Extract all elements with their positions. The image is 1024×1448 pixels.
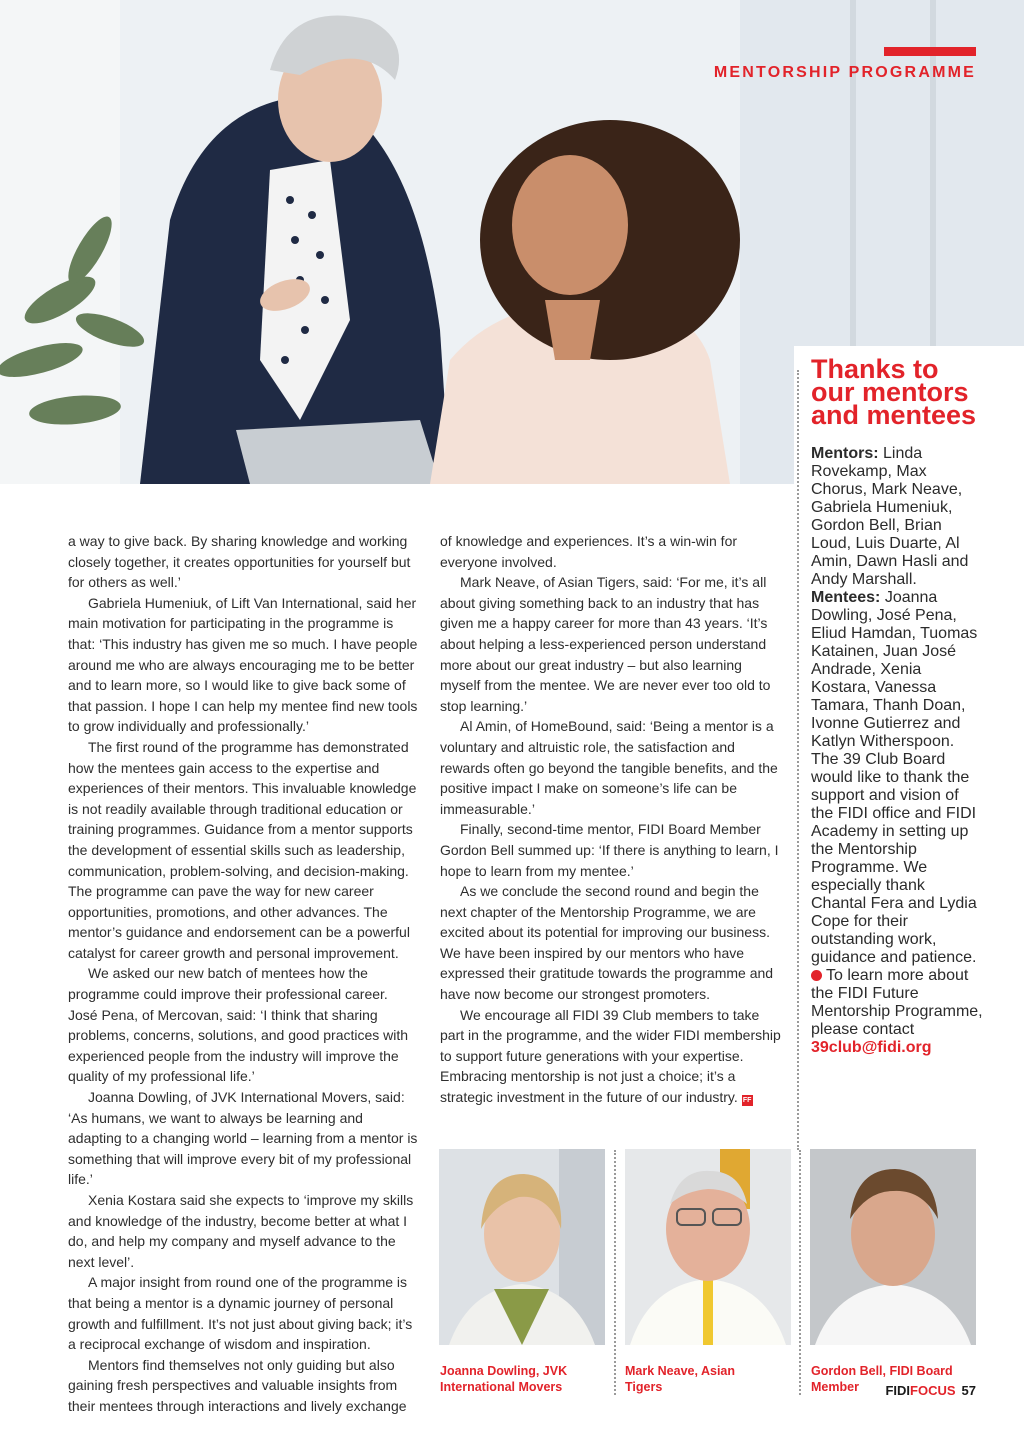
portrait-caption: Joanna Dowling, JVK International Movers — [440, 1364, 568, 1394]
mentors-paragraph — [811, 445, 983, 589]
mentees-list: Joanna Dowling, José Pena, Eliud Hamdan, Tuomas Katainen, Juan José Andrade, Xenia Kostara, Vanessa Tamara, Thanh Doan, Ivonne Gutierrez and Katlyn Witherspoon. — [811, 589, 978, 750]
section-accent-bar — [884, 47, 976, 56]
section-label: MENTORSHIP PROGRAMME — [713, 64, 976, 81]
paragraph: Xenia Kostara said she expects to ‘improve my skills and knowledge of the industry, become better at what I do, and help my company and myself advance to the next level’. — [68, 1192, 414, 1270]
sidebar-title: Thanks to our mentors and mentees — [811, 354, 977, 430]
paragraph: Gabriela Humeniuk, of Lift Van International, said her main motivation for participating in the programme is that: ‘This industry has given me so much. I have people around me who are always encouraging me to be better and to learn more, so I would like to give back some of that passion. I hope I can help my mentee find new tools to grow individually and professionally.’ — [68, 594, 418, 735]
mentees-paragraph — [811, 589, 983, 751]
paragraph: Joanna Dowling, of JVK International Movers, said: ‘As humans, we want to always be learning and adapting to a changing world – learning from a mentor is something that will improve every bit of my professional life.’ — [68, 1089, 418, 1188]
sidebar-divider — [797, 370, 799, 1150]
portrait-joanna-dowling — [439, 1149, 605, 1345]
article-column-1 — [68, 531, 420, 1417]
brand-focus: FOCUS — [910, 1383, 956, 1398]
paragraph: Finally, second-time mentor, FIDI Board Member Gordon Bell summed up: ‘If there is anything to learn, I hope to learn from my mentee.’ — [440, 821, 779, 879]
thanks-paragraph: The 39 Club Board would like to thank the support and vision of the FIDI office and FIDI Academy in setting up the Mentorship Programme. We especially thank Chantal Fera and Lydia Cope for their outstanding work, guidance and patience. — [811, 751, 977, 966]
paragraph: The first round of the programme has demonstrated how the mentees gain access to the expertise and experiences of their mentors. This invaluable knowledge is not readily available through traditional education or training programmes. Guidance from a mentor supports the development of essential skills such as leadership, communication, problem-solving, and decision-making. The programme can pave the way for new career opportunities, promotions, and other advances. The mentor’s guidance and endorsement can be a powerful catalyst for career growth and personal improvement. — [68, 738, 417, 961]
paragraph: a way to give back. By sharing knowledge and working closely together, it creates opportunities for yourself but for others as well.’ — [68, 533, 411, 591]
learn-more-text: To learn more about the FIDI Future Mentorship Programme, please contact — [811, 967, 983, 1038]
paragraph: As we conclude the second round and begin the next chapter of the Mentorship Programme, we are excited about its potential for improving our business. We have been inspired by our mentors who have expressed their gratitude towards the programme and have now become our strongest promoters. — [440, 883, 774, 1003]
end-mark-icon: FF — [742, 1097, 752, 1105]
mentors-label: Mentors: — [811, 445, 879, 462]
paragraph: We asked our new batch of mentees how the programme could improve their professional career. José Pena, of Mercovan, said: ‘I think that sharing problems, concerns, solutions, and good practices with experienced people from the industry will improve the quality of my professional life.’ — [68, 965, 409, 1085]
closing-text: We encourage all FIDI 39 Club members to take part in the programme, and the wider FIDI membership to support future generations with your expertise. Embracing mentorship is not just a choice; it’s a strategic investment in the future of our industry. — [440, 1006, 781, 1106]
bullet-dot-icon — [811, 970, 822, 981]
sidebar-content — [811, 354, 983, 1057]
paragraph: of knowledge and experiences. It’s a win-win for everyone involved. — [440, 533, 738, 570]
photo-divider — [799, 1150, 801, 1395]
paragraph: Mark Neave, of Asian Tigers, said: ‘For me, it’s all about giving something back to an industry that has given me a happy career for more than 43 years. ‘It’s about helping a less-experienced person understand more about our great industry – but also learning myself from the mentee. We are never ever too old to stop learning.’ — [440, 574, 771, 714]
portrait-gordon-bell — [810, 1149, 976, 1345]
page-footer — [885, 1383, 976, 1398]
paragraph: Mentors find themselves not only guiding but also gaining fresh perspectives and valuable insights from their mentees through interactions and lively exchange — [68, 1356, 407, 1414]
mentees-label: Mentees: — [811, 589, 881, 606]
portrait-caption: Gordon Bell, FIDI Board Member — [811, 1364, 953, 1394]
portrait-caption: Mark Neave, Asian Tigers — [625, 1364, 736, 1394]
paragraph — [440, 1005, 782, 1108]
photo-divider — [614, 1150, 616, 1395]
contact-email-link[interactable]: 39club@fidi.org — [811, 1039, 932, 1056]
paragraph: A major insight from round one of the programme is that being a mentor is a dynamic journey of personal growth and fulfillment. It’s not just about giving back; it’s a reciprocal exchange of wisdom and inspiration. — [68, 1274, 413, 1353]
page-number: 57 — [961, 1383, 976, 1398]
brand-fidi: FIDI — [885, 1383, 911, 1398]
learn-more-paragraph — [811, 967, 983, 1057]
paragraph: Al Amin, of HomeBound, said: ‘Being a mentor is a voluntary and altruistic role, the satisfaction and rewards often go beyond the tangible benefits, and the positive impact I make on someone’s life can be immeasurable.’ — [440, 718, 778, 817]
mentors-list: Linda Rovekamp, Max Chorus, Mark Neave, Gabriela Humeniuk, Gordon Bell, Brian Loud, Luis Duarte, Al Amin, Dawn Hasli and Andy Marshall. — [811, 445, 969, 588]
portrait-mark-neave — [625, 1149, 791, 1345]
article-column-2 — [440, 531, 782, 1108]
